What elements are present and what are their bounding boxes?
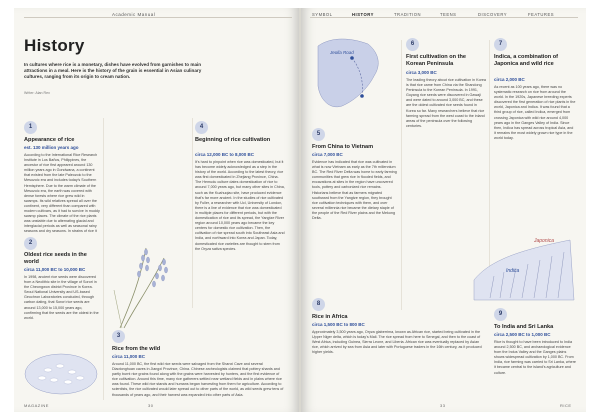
section-body: Approximately 3,500 years ago, Oryza glaberrima, known as African rice, started being cultivated in the Upper Niger delta, which is today's Mali. The rice spread from here to Senegal, and then to the coast of West Africa, including Guinea, Sierra Leone, and Liberia. African rice was eventually replaced by Asian rice, which arrived by sea from Asia and later with Portuguese traders in the 16th century, as it produced higher yields. (312, 330, 482, 355)
section-date: circa 7,000 BC (312, 152, 343, 157)
section-title: Beginning of rice cultivation (195, 137, 271, 143)
section-body: According to the International Rice Research Institute in Los Baños, Philippines, the ancestor of rice first appeared around 130 million years ago in Gondwana, a continent that existed from the late Paleozoic to the Mesozoic era and includes today's Southern Hemisphere. Due to the warm climate of the Mesozoic era, the earth was covered with dense forests where rice grew wild in swamps. Its wild relatives spread all over the continent, very different than compared with modern cultivars, as it had to survive in muddy swamp places. The climate of the rice plants was unstable due to alternating glacial and interglacial periods as well as seasonal rainy seasons and dry seasons. In strains of rice it (24, 153, 100, 234)
section-number: 6 (406, 38, 419, 51)
section-date: circa 11,000 BC to 10,000 BC (24, 267, 86, 272)
section-number: 1 (24, 121, 37, 134)
footer-mark: RICE (560, 403, 572, 408)
rice-stalk-illustration (112, 240, 182, 330)
section-date: circa 11,000 BC (112, 354, 146, 359)
column-rule (401, 40, 402, 310)
section-title: From China to Vietnam (312, 144, 374, 150)
running-head: Academic Manual (112, 12, 156, 17)
byline: Writer: Alan Rex (24, 91, 50, 95)
section-title: First cultivation on the Korean Peninsula (406, 54, 466, 67)
section-body: Evidence has indicated that rice was cultivated in what is now Vietnam as early as the 7th millennium BC. The Red River Delta was home to early farming communities that grew rice in flooded fields, and excavations at sites in the region have uncovered tools, pottery and carbonized rice remains. Historians believe that as farmers migrated southward from the Yangtze region, they brought rice cultivation techniques with them, and over several millennia rice became the dietary staple of the people of the Red River plains and the Mekong Delta. (312, 160, 397, 221)
section-number: 2 (24, 237, 37, 250)
section-body: Rice is thought to have been introduced to India around 2,500 BC, and archaeological evidence from the Indus Valley and the Ganges plains shows widespread cultivation by 1,000 BC. From India, rice farming was carried to Sri Lanka, where it became central to the island's agriculture and culture. (494, 340, 576, 375)
page-title: History (24, 36, 85, 55)
section-body: It's hard to pinpoint when rice was domesticated, but it has become widely acknowledged as a step in the history of the world. According to the latest theory, rice was first domesticated in Zhejiang Province, China. The Hemudu culture dates domestication of rice to around 7,000 years ago, but many other sites in China, such as the Kuahuqiao site, have produced evidence that's far more ancient. In the studies of rice cultivated by Fuller, a researcher with Ucl, University of London, there is a line of evidence that rice was domesticated in multiple places for different periods, but with the domestication of rice and its spread, the Yangtze River region around 10,000 years ago became the key centers for domestic rice cultivation. Then, the cultivation of rice spread south into Southeast Asia and India, and northward into Korea and Japan. Today, domesticated rice varieties are thought to stem from the Oryza sativa species. (195, 160, 285, 251)
column-rule (192, 118, 193, 308)
section-date: circa 3,000 BC (406, 70, 437, 75)
section-body: As recent as 100 years ago, there was no systematic research on rice from around the world. In the 1920s, Japanese breeding experts discovered the first generation of rice plants in the world, Japonica and Indica. It was found that a third group of rice, called Indica, emerged from crossing Japonica with wild rice around 4,000 years ago in the Ganges Valley of India. Since then, Indica has spread across tropical Asia, and it remains the most widely grown rice type in the world today. (494, 85, 576, 140)
section-number: 3 (112, 330, 125, 343)
section-number: 7 (494, 38, 507, 51)
section-number: 8 (312, 298, 325, 311)
nav-history[interactable]: HISTORY (352, 12, 374, 17)
section-date: circa 2,500 BC to 1,000 BC (494, 332, 551, 337)
section-date: circa 1,500 BC to 800 BC (312, 322, 365, 327)
map-illustration (312, 28, 392, 128)
section-number: 5 (312, 128, 325, 141)
section-body: In 1998, ancient rice seeds were discovered from a Neolithic site in the village of Sorori in the Cheongwon district Province in Korea. Seoul National University and US-based Geochron Laboratories concluded, through carbon dating, that Sorori rice seeds are around 13,000 to 15,000 years ago, confirming that the seeds are the oldest in the world. (24, 275, 99, 320)
nav-teens[interactable]: TEENS (440, 12, 457, 17)
map-label: Jeolla Road (330, 50, 354, 55)
nav-discovery[interactable]: DISCOVERY (478, 12, 508, 17)
section-title: To India and Sri Lanka (494, 324, 554, 330)
section-body: The leading theory about rice cultivation in Korea is that rice came from China via the Shandong Peninsula to the Korean Peninsula. In 1991, Goyang rice seeds were discovered in Gawaji and were dated to around 3,000 BC, and these are the oldest cultivated rice seeds found in Korea so far. Many researchers believe that rice farming spread from the west coast to the inland areas of the peninsula over the following centuries. (406, 78, 486, 128)
section-date: circa 2,000 BC (494, 77, 525, 82)
header-rule (24, 17, 292, 18)
nav-symbol[interactable]: SYMBOL (312, 12, 333, 17)
map-label: Japonica (534, 238, 555, 244)
section-body: Around 11,000 BC, the first wild rice seeds were salvaged from the Shanxi Cave and several Diaotonghuan caves in Jiangxi Province, China. Chinese archeologists claimed that pottery shards and partly burnt rice grains found along with the grains were harvested by hunters, and the first evidence of rice cultivation. Around this time, many rice gatherers settled near wetland fields and in plains where rice was found. These wild rice stands and humans began harvesting from them for agriculture. According to scientists, the rice cultivated would later spread out to other parts of the world, as wild seeds grew tens of thousands of years ago, and their harvest was expanded into other parts of Asia. (112, 362, 284, 397)
section-title: Oldest rice seeds in the world (24, 252, 87, 265)
section-title: Indica, a combination of Japonica and wild rice (494, 54, 559, 67)
rice-grains-illustration (20, 340, 102, 398)
section-number: 9 (494, 308, 507, 321)
nav-tradition[interactable]: TRADITION (394, 12, 422, 17)
section-date: est. 130 million years ago (24, 145, 79, 150)
rice-field-illustration (470, 220, 578, 304)
section-date: circa 12,000 BC to 8,000 BC (195, 152, 255, 157)
nav-features[interactable]: FEATURES (528, 12, 555, 17)
section-number: 4 (195, 121, 208, 134)
section-title: Appearance of rice (24, 137, 75, 143)
section-title: Rice from the wild (112, 346, 161, 352)
map-label: Indica (506, 268, 520, 274)
section-title: Rice in Africa (312, 314, 348, 320)
intro-text: In cultures where rice is a monetary, dishes have evolved from garnishes to main attractions in a meal. Here is the history of the grain is essential in Asian culinary cultures, ranging from its origin to cream nation. (24, 62, 202, 80)
column-rule (103, 118, 104, 400)
page-number: 30 (148, 403, 154, 408)
header-rule (310, 17, 578, 18)
footer-mark: MAGAZINE (24, 403, 49, 408)
page-number: 33 (440, 403, 446, 408)
